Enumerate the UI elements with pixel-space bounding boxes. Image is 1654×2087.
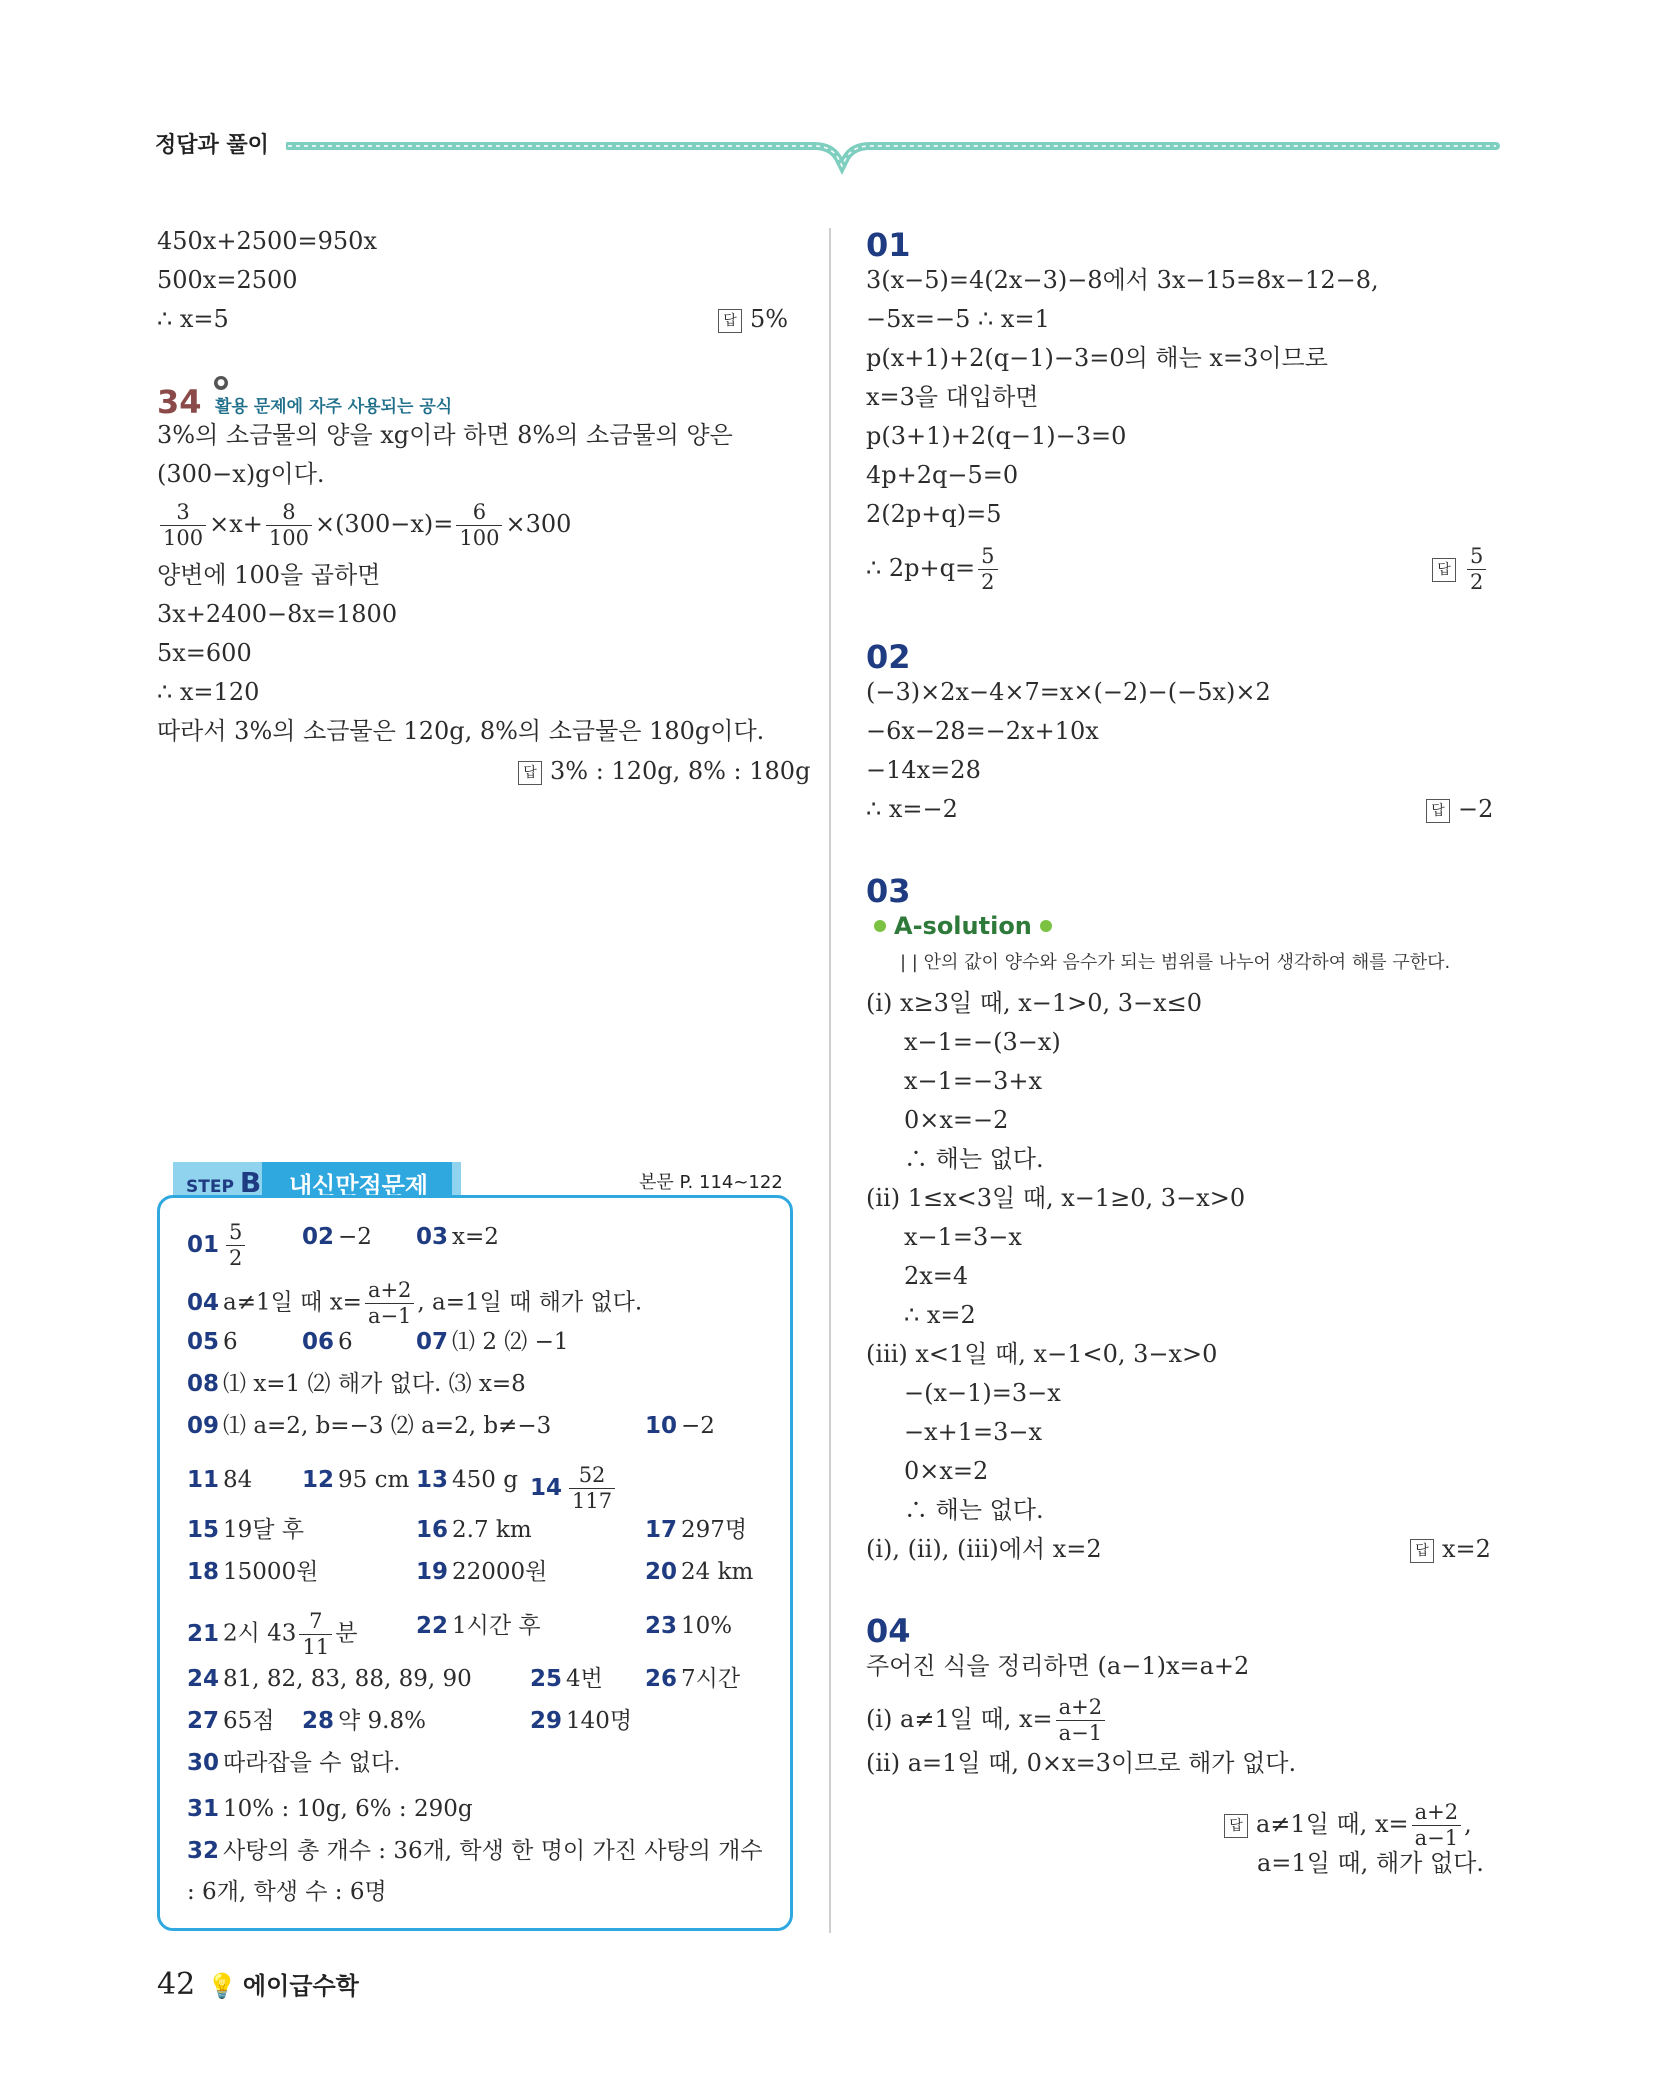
answer-04-cont: a=1일 때, 해가 없다. [1257, 1849, 1484, 1877]
solution-line: p(x+1)+2(q−1)−3=0의 해는 x=3이므로 [866, 344, 1328, 372]
answer-item: 30 따라잡을 수 없다. [187, 1750, 401, 1776]
answer-item: 20 24 km [645, 1559, 754, 1585]
fraction: $\frac{8}{100}$ [266, 502, 312, 549]
answer-item: 31 10% : 10g, 6% : 290g [187, 1796, 473, 1822]
answer-item: 26 7시간 [645, 1666, 741, 1692]
solution-line: −6x−28=−2x+10x [866, 717, 1099, 745]
solution-line: (ⅱ) 1≤x<3일 때, x−1≥0, 3−x>0 [866, 1184, 1246, 1212]
answer-item: 04 a≠1일 때 x= $\frac{a+2}{a-1}$ , a=1일 때 해가 없다. [187, 1278, 643, 1328]
answer-01: 답 $\frac{5}{2}$ [1432, 546, 1489, 593]
problem-number-02: 02 [866, 638, 911, 676]
solution-line: 2x=4 [904, 1262, 969, 1290]
solution-line: 0×x=2 [904, 1457, 989, 1485]
answer-item: 29 140명 [530, 1708, 633, 1734]
solution-line: 4p+2q−5=0 [866, 461, 1019, 489]
page-reference: 본문 P. 114~122 [639, 1172, 783, 1193]
solution-line: ∴ 2p+q= $\frac{5}{2}$ [866, 546, 1001, 593]
solution-line: ∴ x=5 [157, 305, 229, 333]
solution-line: ∴ x=−2 [866, 795, 958, 823]
answer-item: 28 약 9.8% [302, 1708, 426, 1734]
answer-item: 17 297명 [645, 1517, 748, 1543]
answer-02: 답 −2 [1426, 794, 1493, 824]
answer-mark-icon: 답 [1224, 1814, 1248, 1838]
solution-line: ∴ 해는 없다. [904, 1145, 1044, 1173]
solution-line: 3x+2400−8x=1800 [157, 600, 398, 628]
answer-34: 답 3% : 120g, 8% : 180g [518, 756, 810, 786]
problem-number-04: 04 [866, 1612, 911, 1650]
answer-mark-icon: 답 [1432, 558, 1456, 582]
page-number: 42 [157, 1967, 196, 2002]
answer-item: 13 450 g [416, 1467, 518, 1493]
step-title: 내신만점문제 [289, 1172, 429, 1200]
section-title: 정답과 풀이 [155, 133, 269, 158]
answer-item: 02 −2 [302, 1224, 372, 1250]
answer-03: 답 x=2 [1410, 1534, 1491, 1564]
solution-line: 주어진 식을 정리하면 (a−1)x=a+2 [866, 1652, 1250, 1680]
solution-line: 500x=2500 [157, 266, 298, 294]
answer-04: 답 a≠1일 때, x= $\frac{a+2}{a-1}$ , [1224, 1802, 1472, 1849]
solution-line: 3(x−5)=4(2x−3)−8에서 3x−15=8x−12−8, [866, 266, 1379, 294]
formula-icon: ● [214, 376, 228, 390]
fraction: $\frac{3}{100}$ [160, 502, 206, 549]
solution-line: 0×x=−2 [904, 1106, 1009, 1134]
solution-line: x−1=−3+x [904, 1067, 1043, 1095]
equation: $\frac{3}{100}$ ×x+ $\frac{8}{100}$ ×(300−x)= $\frac{6}{100}$ ×300 [157, 502, 571, 549]
solution-line: (ⅲ) x<1일 때, x−1<0, 3−x>0 [866, 1340, 1218, 1368]
bullet-icon [874, 920, 886, 932]
header-ribbon [286, 132, 1500, 180]
answer-item-cont: : 6개, 학생 수 : 6명 [187, 1879, 387, 1905]
solution-line: x−1=−(3−x) [904, 1028, 1061, 1056]
solution-line: ∴ x=120 [157, 678, 260, 706]
answer-item: 10 −2 [645, 1413, 715, 1439]
answer-item: 03 x=2 [416, 1224, 499, 1250]
solution-line: 3%의 소금물의 양을 xg이라 하면 8%의 소금물의 양은 [157, 421, 733, 449]
answer-mark-icon: 답 [518, 761, 542, 785]
answer-item: 06 6 [302, 1329, 353, 1355]
solution-line: (ⅰ) a≠1일 때, x= $\frac{a+2}{a-1}$ [866, 1697, 1108, 1744]
answer-mark-icon: 답 [1426, 799, 1450, 823]
answer-33: 답 5% [718, 304, 788, 334]
answer-item: 08 ⑴ x=1 ⑵ 해가 없다. ⑶ x=8 [187, 1371, 526, 1397]
column-divider [829, 228, 831, 1933]
answer-item: 05 6 [187, 1329, 238, 1355]
solution-line: p(3+1)+2(q−1)−3=0 [866, 422, 1127, 450]
answer-item: 19 22000원 [416, 1559, 548, 1585]
bullet-icon [1040, 920, 1052, 932]
solution-line: 450x+2500=950x [157, 227, 377, 255]
fraction: $\frac{6}{100}$ [456, 502, 502, 549]
answer-item: 11 84 [187, 1467, 253, 1493]
answer-item: 32 사탕의 총 개수 : 36개, 학생 한 명이 가진 사탕의 개수 [187, 1838, 763, 1864]
answer-item: 01 $\frac{5}{2}$ [187, 1222, 248, 1269]
answer-item: 09 ⑴ a=2, b=−3 ⑵ a=2, b≠−3 [187, 1413, 552, 1439]
a-solution-label: A-solution [866, 912, 1060, 940]
answer-item: 14 $\frac{52}{117}$ [530, 1465, 618, 1512]
problem-number-03: 03 [866, 872, 911, 910]
solution-line: −x+1=3−x [904, 1418, 1043, 1446]
bulb-icon: 💡 [207, 1972, 237, 2000]
answer-item: 07 ⑴ 2 ⑵ −1 [416, 1329, 569, 1355]
solution-line: −5x=−5 ∴ x=1 [866, 305, 1050, 333]
solution-line: 2(2p+q)=5 [866, 500, 1002, 528]
answer-item: 24 81, 82, 83, 88, 89, 90 [187, 1666, 472, 1692]
answer-item: 22 1시간 후 [416, 1613, 541, 1639]
answer-mark-icon: 답 [1410, 1539, 1434, 1563]
solution-line: 따라서 3%의 소금물은 120g, 8%의 소금물은 180g이다. [157, 717, 765, 745]
solution-line: (ⅰ) x≥3일 때, x−1>0, 3−x≤0 [866, 989, 1203, 1017]
step-label: STEP B [186, 1166, 262, 1199]
solution-line: x−1=3−x [904, 1223, 1022, 1251]
solution-line: (ⅰ), (ⅱ), (ⅲ)에서 x=2 [866, 1535, 1102, 1563]
formula-tag: 활용 문제에 자주 사용되는 공식 [215, 397, 453, 417]
problem-number-01: 01 [866, 226, 911, 264]
brand-logo: 💡 에이급수학 [207, 1972, 359, 2000]
solution-line: (ⅱ) a=1일 때, 0×x=3이므로 해가 없다. [866, 1749, 1297, 1777]
a-solution-note: | | 안의 값이 양수와 음수가 되는 범위를 나누어 생각하여 해를 구한다. [900, 952, 1451, 973]
answer-item: 16 2.7 km [416, 1517, 532, 1543]
solution-line: (300−x)g이다. [157, 460, 325, 488]
solution-line: 양변에 100을 곱하면 [157, 561, 381, 589]
answer-item: 15 19달 후 [187, 1517, 305, 1543]
answer-item: 25 4번 [530, 1666, 603, 1692]
solution-line: 5x=600 [157, 639, 252, 667]
solution-line: ∴ 해는 없다. [904, 1496, 1044, 1524]
answer-item: 21 2시 43 $\frac{7}{11}$ 분 [187, 1609, 358, 1659]
answer-item: 23 10% [645, 1613, 733, 1639]
solution-line: −(x−1)=3−x [904, 1379, 1061, 1407]
answer-item: 12 95 cm [302, 1467, 410, 1493]
answer-item: 18 15000원 [187, 1559, 319, 1585]
solution-line: (−3)×2x−4×7=x×(−2)−(−5x)×2 [866, 678, 1271, 706]
solution-line: x=3을 대입하면 [866, 383, 1039, 411]
problem-number-34: 34 [157, 383, 202, 421]
answer-item: 27 65점 [187, 1708, 275, 1734]
answer-mark-icon: 답 [718, 309, 742, 333]
solution-line: ∴ x=2 [904, 1301, 976, 1329]
solution-line: −14x=28 [866, 756, 981, 784]
